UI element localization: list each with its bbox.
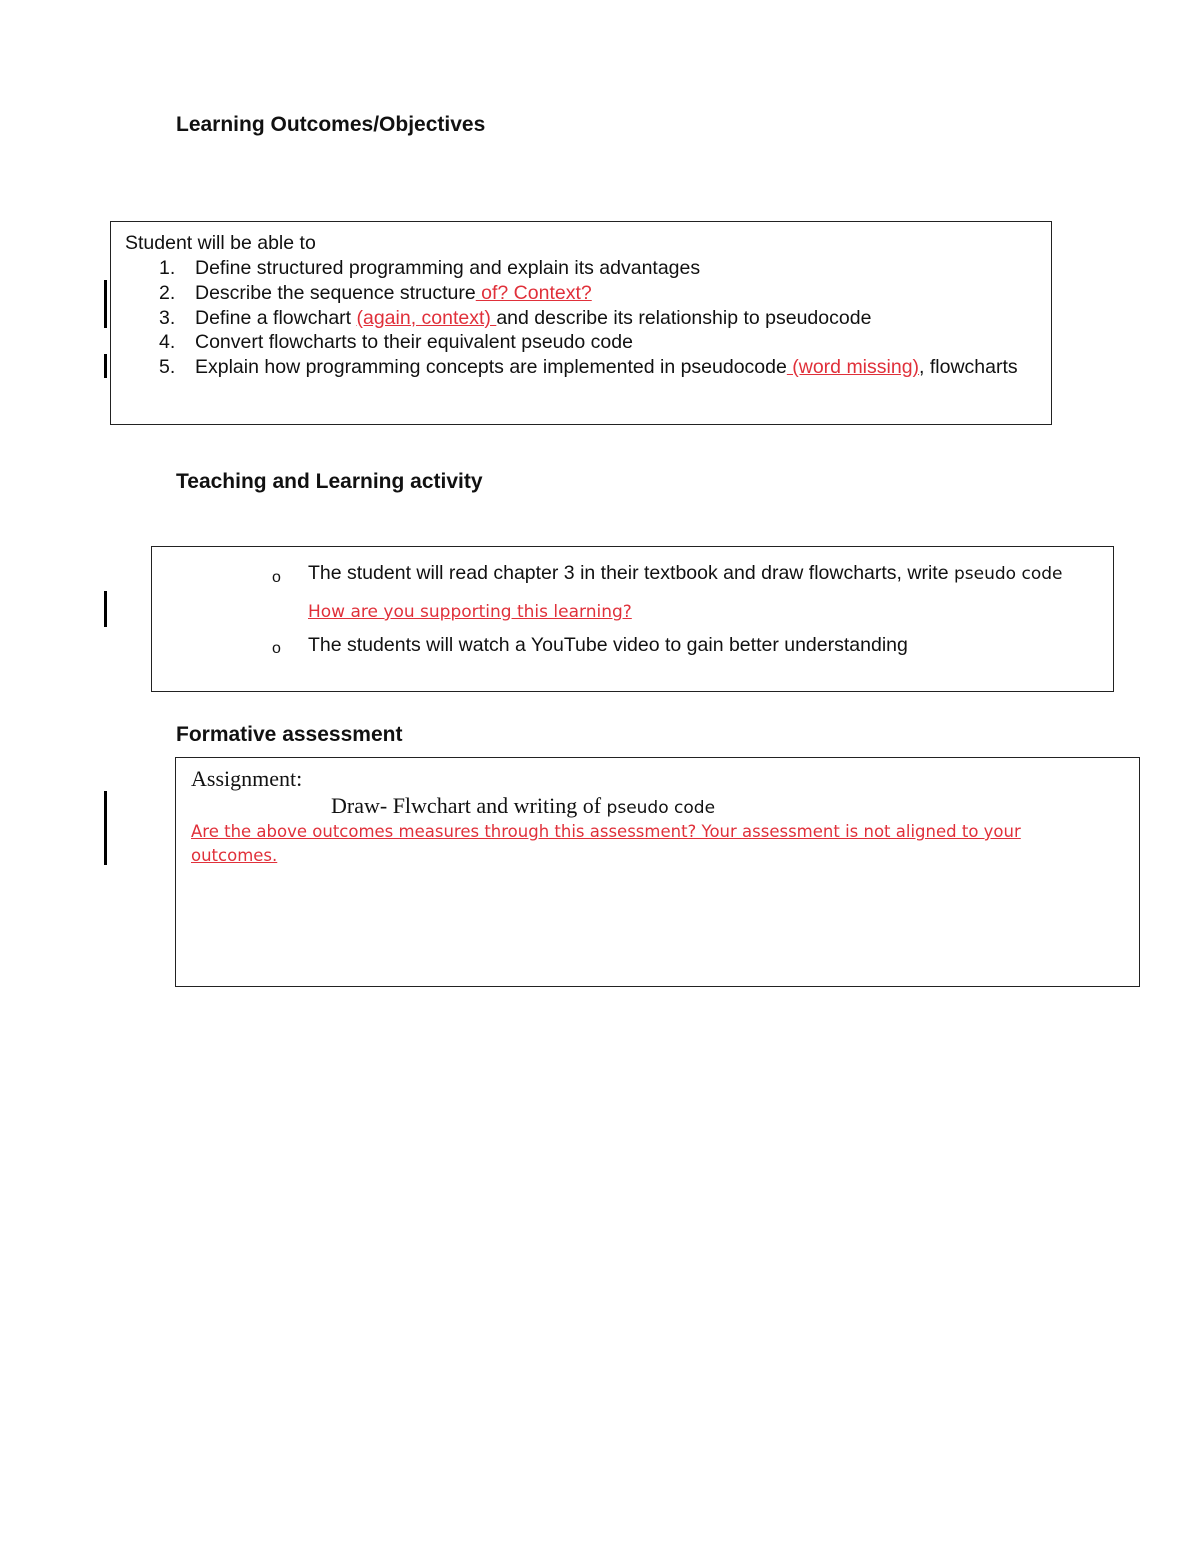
reviewer-comment: of? Context? <box>475 281 592 304</box>
outcome-number: 4. <box>159 331 176 354</box>
outcome-text: Explain how programming concepts are implemented in pseudocode <box>195 356 787 379</box>
outcome-item <box>159 330 1018 355</box>
change-bar <box>104 280 107 328</box>
change-bar <box>104 354 107 378</box>
outcome-text-continued: , flowcharts <box>919 356 1018 379</box>
outcome-number: 2. <box>159 281 176 304</box>
outcome-text: Define structured programming and explain its advantages <box>195 257 701 279</box>
activity-text: The student will read chapter 3 in their textbook and draw flowcharts, write <box>308 562 954 584</box>
assessment-heading: Formative assessment <box>176 723 403 746</box>
activities-box <box>151 546 1114 692</box>
outcome-text: Define a flowchart <box>195 306 357 329</box>
reviewer-comment: Are the above outcomes measures through this assessment? Your assessment is not aligned to your outcomes. <box>191 822 1021 865</box>
outcome-item <box>159 281 1018 306</box>
assignment-task <box>331 793 715 819</box>
outcome-text: Convert flowcharts to their equivalent pseudo code <box>195 331 633 354</box>
assignment-task-tail: pseudo code <box>606 798 716 818</box>
change-bar <box>104 791 107 865</box>
outcome-text-continued: and describe its relationship to pseudocode <box>496 306 872 329</box>
outcome-number: 3. <box>159 306 176 329</box>
reviewer-comment: How are you supporting this learning? <box>308 602 632 622</box>
outcome-item <box>159 355 1018 380</box>
outcomes-list <box>159 256 1018 380</box>
reviewer-comment: (word missing) <box>786 356 920 379</box>
activities-list <box>272 555 1092 657</box>
outcome-number: 1. <box>159 257 176 279</box>
activity-text: The students will watch a YouTube video to gain better understanding <box>308 634 908 656</box>
outcome-text: Describe the sequence structure <box>195 281 476 304</box>
activity-item <box>272 555 1092 631</box>
bullet-icon: o <box>272 569 281 586</box>
activity-text-tail: pseudo code <box>954 564 1063 584</box>
assignment-task-text: Draw- Flwchart and writing of <box>331 793 607 818</box>
outcome-item <box>159 256 1018 281</box>
bullet-icon: o <box>272 640 281 657</box>
outcome-number: 5. <box>159 356 176 379</box>
outcomes-intro: Student will be able to <box>125 232 316 254</box>
reviewer-comment: (again, context) <box>356 306 497 329</box>
change-bar <box>104 591 107 627</box>
outcome-item <box>159 306 1018 331</box>
activity-item <box>272 633 1092 657</box>
outcomes-heading: Learning Outcomes/Objectives <box>176 113 486 136</box>
outcomes-box <box>110 221 1052 425</box>
assessment-box <box>175 757 1140 987</box>
teaching-heading: Teaching and Learning activity <box>176 470 483 493</box>
assignment-label: Assignment: <box>191 766 303 791</box>
